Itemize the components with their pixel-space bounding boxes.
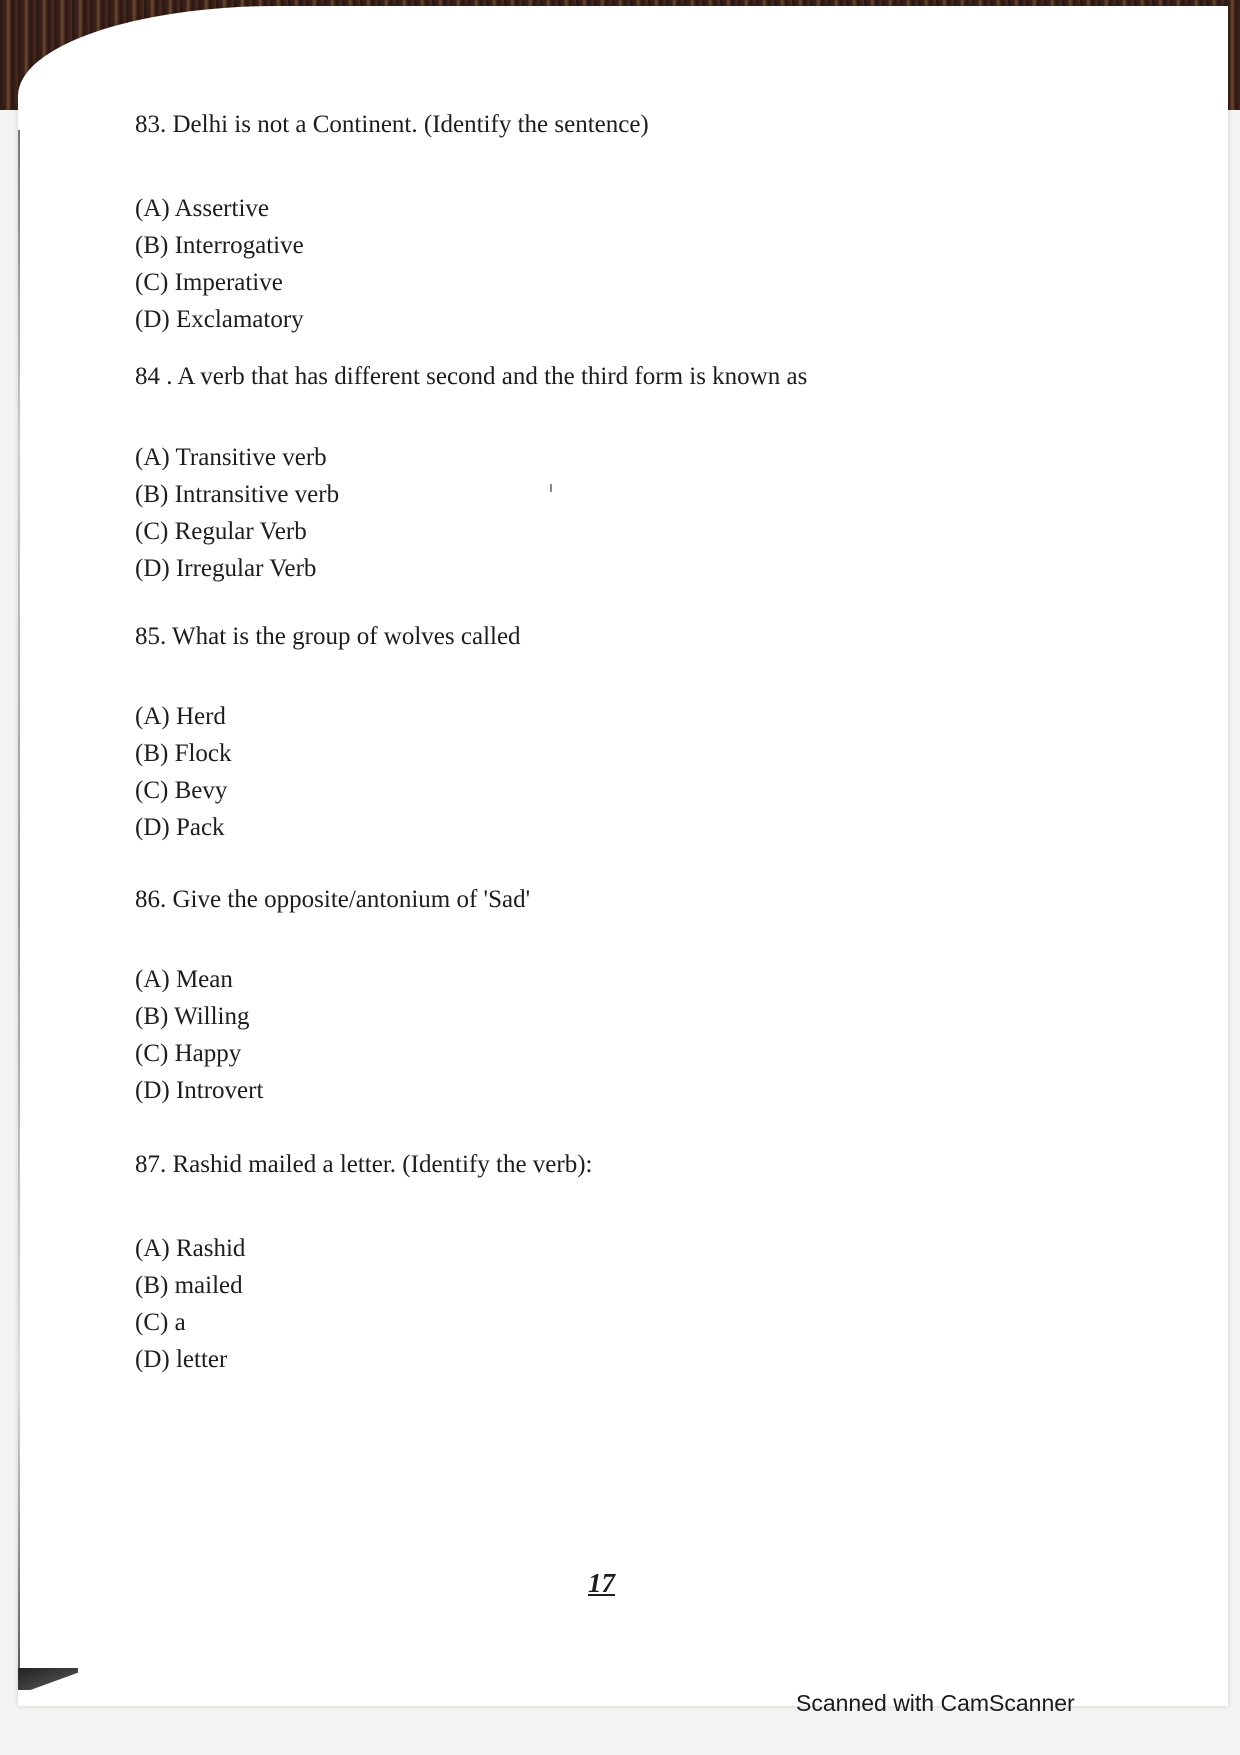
option-item: (D) Introvert bbox=[135, 1077, 264, 1104]
option-item: (B) Willing bbox=[135, 1003, 250, 1030]
question-text: 84 . A verb that has different second and the third form is known as bbox=[135, 363, 808, 390]
option-item: (D) Irregular Verb bbox=[135, 555, 317, 582]
option-item: (B) Interrogative bbox=[135, 232, 304, 259]
option-item: (D) Pack bbox=[135, 814, 225, 841]
option-item: (D) Exclamatory bbox=[135, 306, 304, 333]
question-block-85 bbox=[135, 622, 521, 846]
question-text: 85. What is the group of wolves called bbox=[135, 623, 521, 650]
option-list bbox=[135, 439, 807, 587]
question-text: 86. Give the opposite/antonium of 'Sad' bbox=[135, 886, 531, 913]
option-item: (A) Herd bbox=[135, 703, 226, 730]
scanner-watermark: Scanned with CamScanner bbox=[796, 1690, 1075, 1716]
question-block-86 bbox=[135, 885, 530, 1109]
option-item: (B) Flock bbox=[135, 740, 232, 767]
option-list bbox=[135, 698, 521, 846]
question-block-84 bbox=[135, 362, 807, 587]
question-block-87 bbox=[135, 1150, 593, 1378]
option-item: (B) Intransitive verb bbox=[135, 481, 340, 508]
question-text: 87. Rashid mailed a letter. (Identify the verb): bbox=[135, 1151, 593, 1178]
option-list bbox=[135, 1230, 593, 1378]
option-item: (B) mailed bbox=[135, 1272, 243, 1299]
question-text: 83. Delhi is not a Continent. (Identify the sentence) bbox=[135, 111, 649, 138]
option-item: (A) Rashid bbox=[135, 1235, 246, 1262]
option-item: (C) Happy bbox=[135, 1040, 242, 1067]
option-item: (D) letter bbox=[135, 1346, 228, 1373]
option-list bbox=[135, 961, 530, 1109]
sheet-left-edge bbox=[18, 130, 20, 1690]
option-item: (A) Transitive verb bbox=[135, 444, 327, 471]
option-item: (C) a bbox=[135, 1309, 186, 1336]
option-item: (C) Bevy bbox=[135, 777, 228, 804]
option-item: (A) Mean bbox=[135, 966, 233, 993]
option-item: (C) Imperative bbox=[135, 269, 283, 296]
option-item: (A) Assertive bbox=[135, 195, 269, 222]
page-number: 17 bbox=[588, 1568, 615, 1598]
option-list bbox=[135, 190, 649, 338]
sheet-corner-shadow bbox=[18, 1668, 78, 1690]
option-item: (C) Regular Verb bbox=[135, 518, 307, 545]
question-block-83 bbox=[135, 110, 649, 338]
